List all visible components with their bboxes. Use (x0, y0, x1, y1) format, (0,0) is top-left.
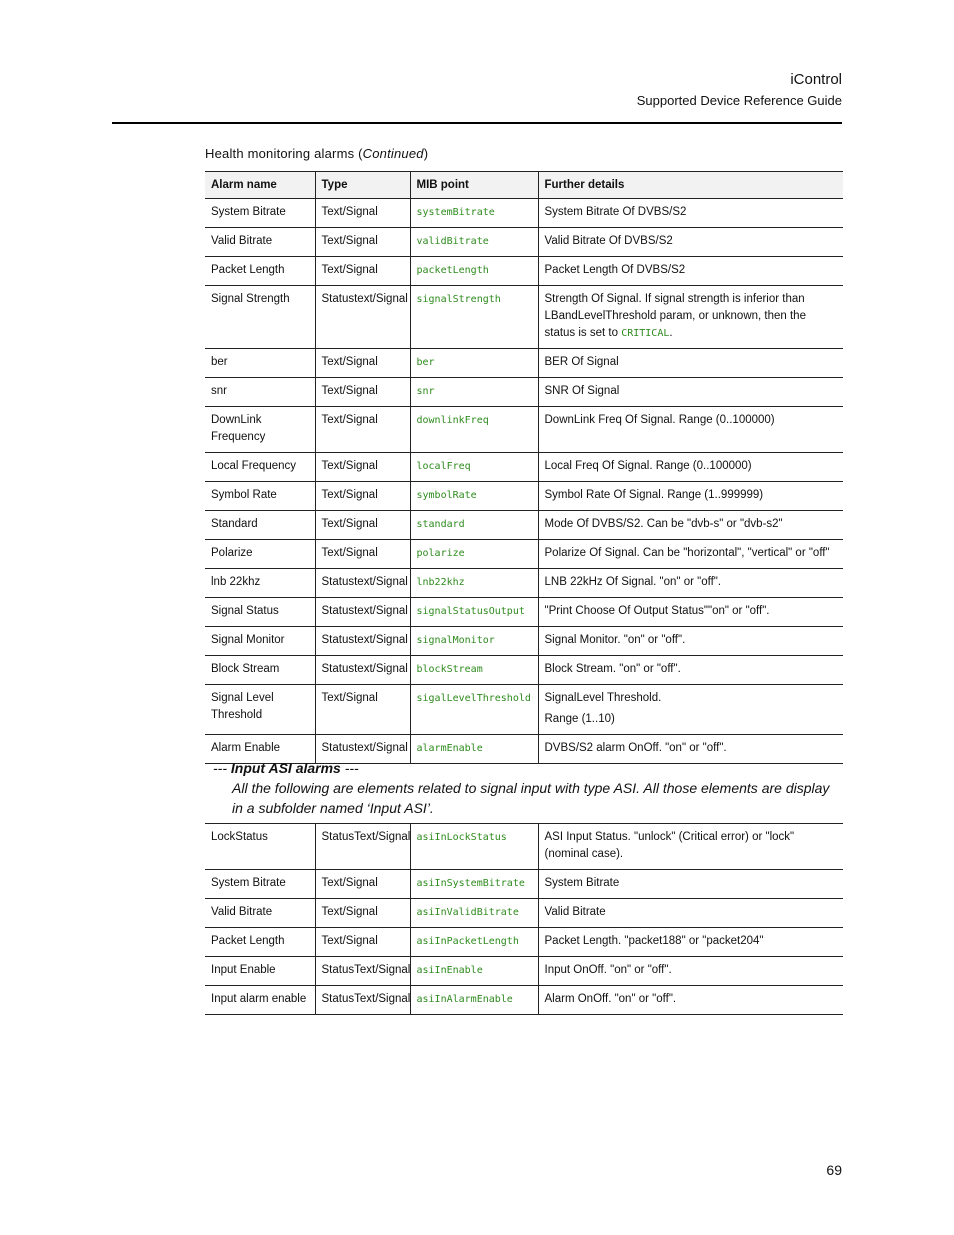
type-cell: Text/Signal (315, 685, 410, 735)
note-title: Input ASI alarms (230, 760, 341, 776)
alarm-name-cell: System Bitrate (205, 199, 315, 228)
table-row (205, 870, 843, 899)
details-text: BER Of Signal (544, 356, 619, 368)
alarm-name-cell: Signal Status (205, 598, 315, 627)
mib-point-cell (410, 228, 538, 257)
table-row (205, 656, 843, 685)
note-body: All the following are elements related to signal input with type ASI. All those elements are display in a subfolder named ‘Input ASI’. (232, 780, 830, 816)
details-text: Polarize Of Signal. Can be "horizontal", "vertical" or "off" (544, 547, 830, 559)
mib-point-code: polarize (416, 548, 465, 559)
alarm-name-cell: System Bitrate (205, 870, 315, 899)
details-cell (538, 511, 843, 540)
mib-point-cell (410, 598, 538, 627)
alarm-name-cell: Signal Monitor (205, 627, 315, 656)
table-row (205, 957, 843, 986)
details-text: Mode Of DVBS/S2. Can be "dvb-s" or "dvb-s2" (544, 518, 783, 530)
alarm-name-cell: Packet Length (205, 257, 315, 286)
col-alarm-name: Alarm name (205, 172, 315, 199)
alarms-table-body (205, 199, 843, 764)
mib-point-code: asiInSystemBitrate (416, 878, 525, 889)
details-line2: Range (1..10) (544, 713, 615, 725)
type-cell: Text/Signal (315, 407, 410, 453)
mib-point-cell (410, 511, 538, 540)
mib-point-code: blockStream (416, 664, 483, 675)
alarm-name-cell: snr (205, 378, 315, 407)
type-cell: Text/Signal (315, 899, 410, 928)
details-cell (538, 598, 843, 627)
type-cell: Statustext/Signal (315, 627, 410, 656)
details-code: CRITICAL (621, 328, 670, 339)
table-row (205, 928, 843, 957)
type-cell: Statustext/Signal (315, 656, 410, 685)
details-text: Packet Length. "packet188" or "packet204" (544, 935, 764, 947)
details-text: Signal Monitor. "on" or "off". (544, 634, 686, 646)
mib-point-code: snr (416, 386, 435, 397)
table-row (205, 199, 843, 228)
alarm-name-cell: lnb 22khz (205, 569, 315, 598)
mib-point-code: signalStatusOutput (416, 606, 525, 617)
mib-point-cell (410, 378, 538, 407)
details-text: Packet Length Of DVBS/S2 (544, 264, 686, 276)
type-cell: Statustext/Signal (315, 735, 410, 764)
mib-point-code: alarmEnable (416, 743, 483, 754)
mib-point-code: downlinkFreq (416, 415, 489, 426)
mib-point-code: systemBitrate (416, 207, 495, 218)
table-row (205, 824, 843, 870)
details-text: DVBS/S2 alarm OnOff. "on" or "off". (544, 742, 727, 754)
page-header (637, 70, 842, 110)
mib-point-code: asiInValidBitrate (416, 907, 519, 918)
table-row (205, 286, 843, 349)
details-cell (538, 656, 843, 685)
type-cell: StatusText/Signal (315, 824, 410, 870)
details-cell (538, 199, 843, 228)
table-row (205, 378, 843, 407)
details-cell (538, 685, 843, 735)
mib-point-cell (410, 656, 538, 685)
type-cell: StatusText/Signal (315, 957, 410, 986)
type-cell: Text/Signal (315, 453, 410, 482)
mib-point-cell (410, 824, 538, 870)
mib-point-cell (410, 199, 538, 228)
mib-point-cell (410, 540, 538, 569)
mib-point-cell (410, 407, 538, 453)
alarm-name-cell: Packet Length (205, 928, 315, 957)
details-text: Input OnOff. "on" or "off". (544, 964, 672, 976)
type-cell: Text/Signal (315, 870, 410, 899)
table-row (205, 453, 843, 482)
table-row (205, 899, 843, 928)
type-cell: Text/Signal (315, 228, 410, 257)
mib-point-code: lnb22khz (416, 577, 465, 588)
alarms-table (205, 171, 843, 764)
type-cell: Text/Signal (315, 199, 410, 228)
mib-point-code: asiInAlarmEnable (416, 994, 513, 1005)
alarm-name-cell: ber (205, 349, 315, 378)
details-text: Strength Of Signal. If signal strength is inferior than LBandLevelThreshold param, or unknown, then the status is set to (544, 293, 806, 339)
mib-point-cell (410, 257, 538, 286)
mib-point-cell (410, 899, 538, 928)
caption-continued: Continued (362, 146, 424, 161)
mib-point-cell (410, 349, 538, 378)
alarm-name-cell: Symbol Rate (205, 482, 315, 511)
table-row (205, 482, 843, 511)
mib-point-code: signalMonitor (416, 635, 495, 646)
mib-point-code: asiInLockStatus (416, 832, 507, 843)
table-row (205, 349, 843, 378)
mib-point-code: sigalLevelThreshold (416, 693, 531, 704)
details-cell (538, 349, 843, 378)
type-cell: Text/Signal (315, 378, 410, 407)
details-text: Alarm OnOff. "on" or "off". (544, 993, 677, 1005)
mib-point-cell (410, 627, 538, 656)
alarm-name-cell: Block Stream (205, 656, 315, 685)
header-rule (112, 122, 842, 124)
details-cell (538, 228, 843, 257)
type-cell: Text/Signal (315, 349, 410, 378)
details-text: Symbol Rate Of Signal. Range (1..999999) (544, 489, 764, 501)
details-cell (538, 407, 843, 453)
alarm-name-cell: Alarm Enable (205, 735, 315, 764)
mib-point-code: standard (416, 519, 465, 530)
mib-point-code: asiInEnable (416, 965, 483, 976)
details-cell (538, 627, 843, 656)
note-prefix: --- (213, 760, 231, 776)
mib-point-cell (410, 453, 538, 482)
type-cell: Text/Signal (315, 540, 410, 569)
mib-point-cell (410, 482, 538, 511)
mib-point-cell (410, 986, 538, 1015)
mib-point-cell (410, 870, 538, 899)
table-row (205, 511, 843, 540)
table-row (205, 540, 843, 569)
details-cell (538, 453, 843, 482)
details-cell (538, 928, 843, 957)
type-cell: Statustext/Signal (315, 598, 410, 627)
table-row (205, 257, 843, 286)
details-text: Local Freq Of Signal. Range (0..100000) (544, 460, 752, 472)
details-cell (538, 482, 843, 511)
details-text: "Print Choose Of Output Status""on" or "off". (544, 605, 770, 617)
table-header-row (205, 172, 843, 199)
mib-point-code: localFreq (416, 461, 471, 472)
details-cell (538, 824, 843, 870)
alarm-name-cell: Input Enable (205, 957, 315, 986)
note-suffix: --- (340, 760, 359, 776)
mib-point-cell (410, 569, 538, 598)
asi-alarms-table-body (205, 824, 843, 1015)
type-cell: Text/Signal (315, 257, 410, 286)
mib-point-code: validBitrate (416, 236, 489, 247)
type-cell: StatusText/Signal (315, 986, 410, 1015)
mib-point-code: ber (416, 357, 435, 368)
details-text: System Bitrate (544, 877, 620, 889)
table-row (205, 685, 843, 735)
details-text: SignalLevel Threshold. (544, 692, 662, 704)
table-row (205, 627, 843, 656)
details-tail: . (669, 327, 673, 339)
caption-text: Health monitoring alarms ( (205, 146, 363, 161)
mib-point-code: signalStrength (416, 294, 501, 305)
alarm-name-cell: Valid Bitrate (205, 899, 315, 928)
mib-point-code: symbolRate (416, 490, 477, 501)
alarm-name-cell: Valid Bitrate (205, 228, 315, 257)
table-row (205, 598, 843, 627)
product-name: iControl (790, 71, 842, 88)
details-text: LNB 22kHz Of Signal. "on" or "off". (544, 576, 722, 588)
details-text: SNR Of Signal (544, 385, 620, 397)
input-asi-note (213, 758, 843, 818)
mib-point-cell (410, 286, 538, 349)
details-text: System Bitrate Of DVBS/S2 (544, 206, 687, 218)
col-type: Type (315, 172, 410, 199)
table-row (205, 407, 843, 453)
details-text: Block Stream. "on" or "off". (544, 663, 681, 675)
caption-close: ) (423, 146, 429, 161)
alarm-name-cell: Local Frequency (205, 453, 315, 482)
page-number: 69 (826, 1162, 842, 1178)
details-cell (538, 378, 843, 407)
table-row (205, 986, 843, 1015)
mib-point-cell (410, 685, 538, 735)
details-cell (538, 257, 843, 286)
type-cell: Text/Signal (315, 928, 410, 957)
details-cell (538, 540, 843, 569)
col-mib-point: MIB point (410, 172, 538, 199)
alarm-name-cell: DownLink Frequency (205, 407, 315, 453)
details-cell (538, 986, 843, 1015)
mib-point-cell (410, 957, 538, 986)
type-cell: Text/Signal (315, 511, 410, 540)
details-cell (538, 286, 843, 349)
details-text: Valid Bitrate (544, 906, 606, 918)
details-cell (538, 957, 843, 986)
alarm-name-cell: Input alarm enable (205, 986, 315, 1015)
details-text: DownLink Freq Of Signal. Range (0..100000) (544, 414, 775, 426)
guide-title: Supported Device Reference Guide (636, 93, 842, 108)
alarm-name-cell: LockStatus (205, 824, 315, 870)
alarm-name-cell: Signal Level Threshold (205, 685, 315, 735)
mib-point-code: asiInPacketLength (416, 936, 519, 947)
type-cell: Text/Signal (315, 482, 410, 511)
type-cell: Statustext/Signal (315, 286, 410, 349)
alarm-name-cell: Signal Strength (205, 286, 315, 349)
details-text: ASI Input Status. "unlock" (Critical error) or "lock" (nominal case). (544, 831, 795, 860)
alarm-name-cell: Polarize (205, 540, 315, 569)
alarm-name-cell: Standard (205, 511, 315, 540)
table-row (205, 569, 843, 598)
mib-point-cell (410, 928, 538, 957)
details-text: Valid Bitrate Of DVBS/S2 (544, 235, 673, 247)
details-cell (538, 569, 843, 598)
mib-point-code: packetLength (416, 265, 489, 276)
table-row (205, 228, 843, 257)
col-further-details: Further details (538, 172, 843, 199)
asi-alarms-table (205, 823, 843, 1015)
type-cell: Statustext/Signal (315, 569, 410, 598)
table-caption (205, 146, 428, 161)
details-cell (538, 870, 843, 899)
details-cell (538, 899, 843, 928)
note-title-line (213, 758, 843, 778)
